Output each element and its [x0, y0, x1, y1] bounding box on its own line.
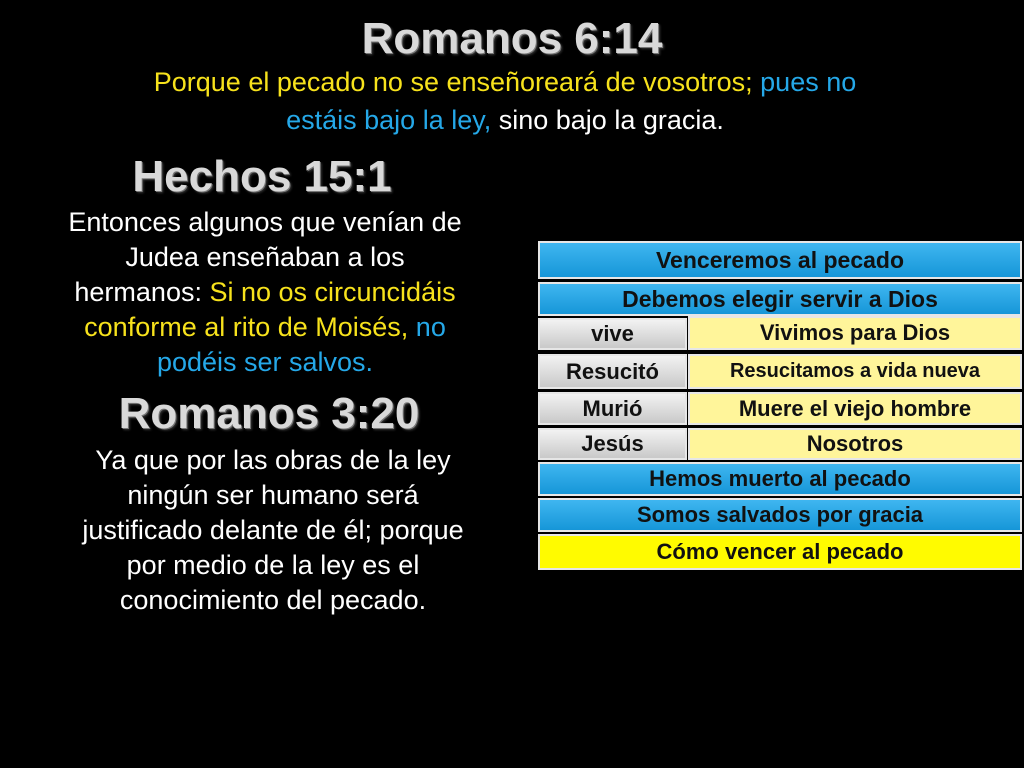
debemos-label: Debemos elegir servir a Dios — [622, 285, 938, 312]
como-box — [538, 534, 1022, 570]
como-label: Cómo vencer al pecado — [656, 539, 904, 564]
hechos-line-3-yellow: Si no os circuncidáis — [209, 277, 456, 307]
venceremos-box — [538, 241, 1022, 279]
hechos-line-5-blue: podéis ser salvos. — [156, 347, 374, 377]
hechos-line-2: Judea enseñaban a los — [125, 242, 405, 272]
romanos-3-20-line-4: por medio de la ley es el — [126, 550, 420, 580]
debemos-box — [538, 282, 1022, 316]
romanos-3-20-line-1: Ya que por las obras de la ley — [95, 445, 451, 475]
somos-box — [538, 498, 1022, 532]
nosotros-label: Nosotros — [806, 431, 904, 456]
hechos-line-4-yellow: conforme al rito de Moisés, — [84, 312, 409, 342]
nosotros-box — [688, 428, 1022, 460]
jesus-label: Jesús — [581, 431, 644, 456]
hechos-line-3-white: hermanos: — [74, 277, 210, 307]
hemos-label: Hemos muerto al pecado — [649, 466, 911, 491]
hechos-line-4-blue: no — [408, 312, 446, 342]
romanos-3-20-line-2: ningún ser humano será — [127, 480, 419, 510]
romanos-6-14-title: Romanos 6:14 — [361, 14, 663, 63]
romanos-3-20-title: Romanos 3:20 — [118, 389, 420, 438]
romanos-6-14-white-text: sino bajo la gracia. — [491, 105, 724, 135]
venceremos-label: Venceremos al pecado — [655, 246, 904, 273]
murio-box — [538, 392, 687, 425]
somos-label: Somos salvados por gracia — [636, 502, 924, 527]
muere-label: Muere el viejo hombre — [738, 395, 972, 421]
muere-box — [688, 392, 1022, 425]
romanos-3-20-line-3: justificado delante de él; porque — [82, 515, 464, 545]
romanos-6-14-text — [0, 63, 1010, 139]
resucitamos-box — [688, 354, 1022, 389]
resucito-label: Resucitó — [566, 358, 659, 384]
romanos-3-20-text — [0, 443, 546, 618]
vivimos-label: Vivimos para Dios — [759, 320, 951, 345]
resucitamos-label: Resucitamos a vida nueva — [729, 360, 981, 382]
romanos-6-14-yellow-text: Porque el pecado no se enseñoreará de vosotros; — [153, 67, 753, 97]
hechos-line-1: Entonces algunos que venían de — [68, 207, 462, 237]
romanos-6-14-blue-text-1: pues no — [752, 67, 857, 97]
romanos-6-14-blue-text-2: estáis bajo la ley, — [286, 105, 492, 135]
hechos-15-1-title: Hechos 15:1 — [132, 152, 392, 201]
romanos-3-20-line-5: conocimiento del pecado. — [119, 585, 427, 615]
resucito-box — [538, 354, 687, 389]
jesus-box — [538, 428, 687, 460]
hechos-15-1-text — [0, 205, 530, 380]
vivimos-box — [688, 316, 1022, 350]
murio-label: Murió — [582, 395, 643, 421]
vive-label: vive — [591, 321, 634, 346]
hemos-box — [538, 462, 1022, 496]
vive-box — [538, 318, 687, 350]
